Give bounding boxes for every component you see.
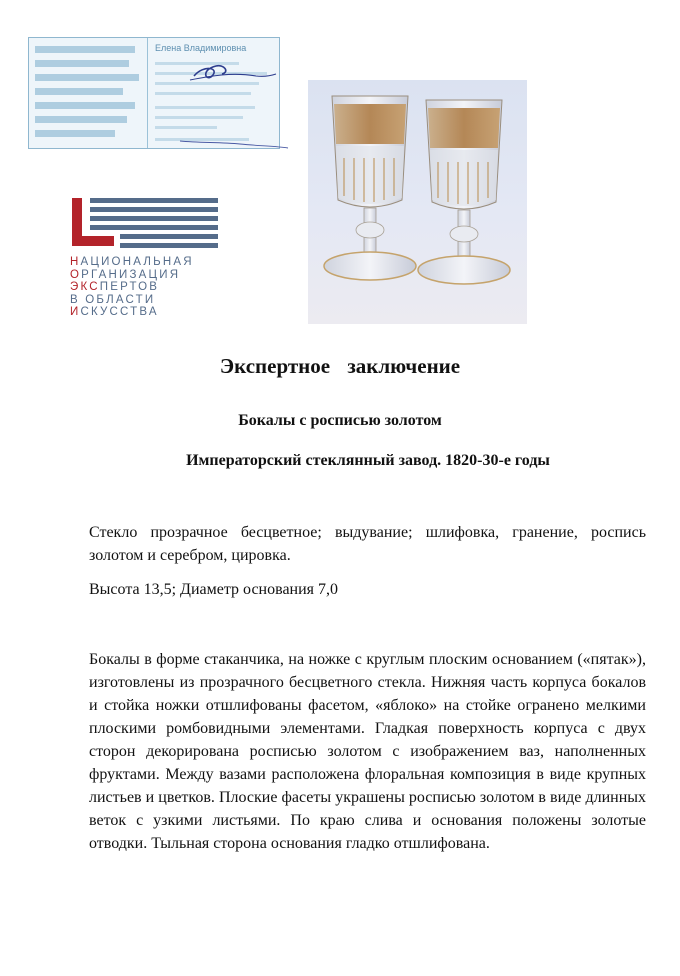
logo-line: НАЦИОНАЛЬНАЯ [70,256,194,268]
logo-line: ЭКСПЕРТОВ [70,281,160,293]
goblet-left [324,96,416,280]
nonse-logo [70,194,220,324]
goblets-photo [308,80,527,324]
description-paragraph: Бокалы в форме стаканчика, на ножке с круглым плоским основанием («пятак»), изготовлены из прозрачного бесцветного стекла. Нижняя часть корпуса бокалов и стойка ножки отшлифованы фасетом, «яблоко» на стойке огранено мелкими плоскими ромбовидными элементами. Гладкая поверхность корпуса с двух сторон декорирована росписью золотом с изображением ваз, наполненных фруктами. Между вазами расположена флоральная композиция в виде крупных листьев и цветков. Плоские фасеты украшены росписью золотом в виде длинных веток с узкими листьями. По краю слива и основания положены золотые отводки. Тыльная сторона основания гладко отшлифована. [89,651,646,852]
signature-icon [160,46,290,156]
stamp-seal-block [29,38,148,148]
object-title: Бокалы с росписью золотом [238,412,442,429]
goblets-image [308,80,527,324]
document-title: Экспертное заключение [219,354,461,378]
logo-line: ИСКУССТВА [70,306,159,318]
materials-paragraph: Стекло прозрачное бесцветное; выдувание; шлифовка, гранение, роспись золотом и серебром, цировка. [89,524,646,564]
logo-line: ОРГАНИЗАЦИЯ [70,268,181,281]
logo-mark-icon [70,194,220,252]
logo-line: В ОБЛАСТИ [70,293,156,306]
logo-text [70,256,194,319]
goblet-right [418,100,510,284]
object-origin: Императорский стеклянный завод. 1820-30-е годы [186,452,550,469]
stamp-name: Елена Владимировна [155,43,247,53]
dimensions-paragraph: Высота 13,5; Диаметр основания 7,0 [89,581,339,598]
